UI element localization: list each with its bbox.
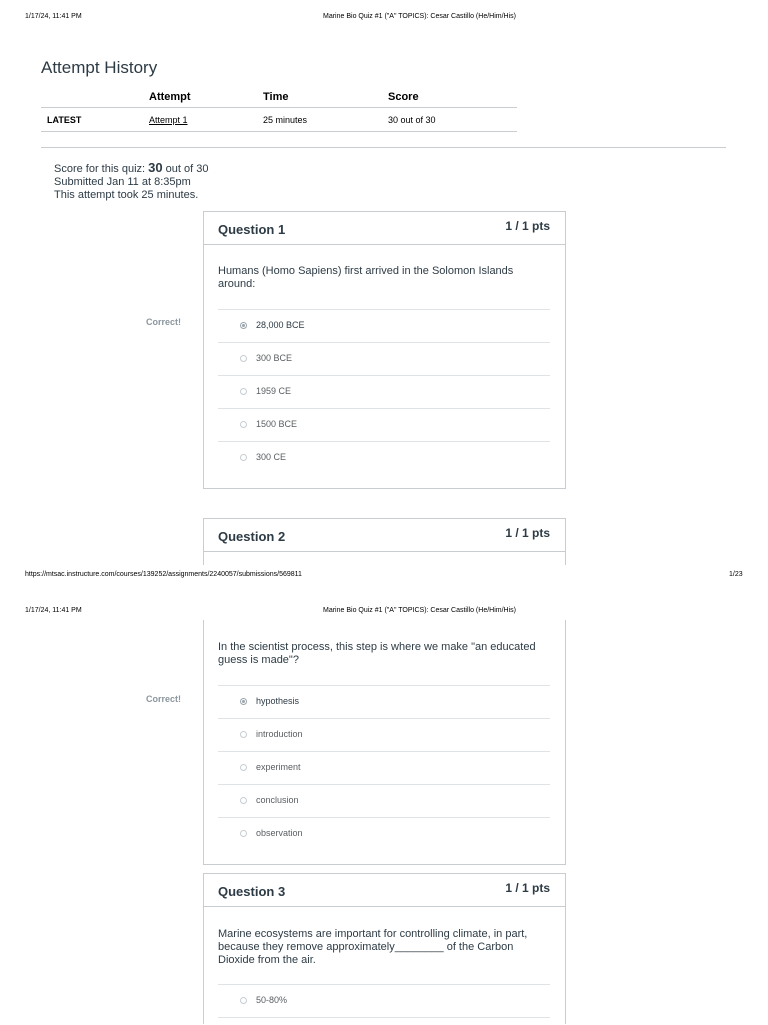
answer-label: 300 CE [256, 452, 287, 462]
question-2-text: In the scientist process, this step is where we make "an educated guess is made"? [218, 641, 536, 666]
answer-label: introduction [256, 729, 303, 739]
radio-selected-icon[interactable] [240, 698, 247, 705]
question-1-header [204, 212, 565, 245]
question-1-points: 1 / 1 pts [505, 219, 550, 233]
q1-correct-label: Correct! [146, 317, 182, 327]
radio-icon[interactable] [240, 355, 247, 362]
q1-answer-3[interactable] [218, 375, 550, 408]
radio-icon[interactable] [240, 388, 247, 395]
answer-label: 50-80% [256, 995, 288, 1005]
attempt-time: 25 minutes [263, 115, 308, 125]
quiz-summary [54, 161, 209, 202]
duration-line: This attempt took 25 minutes. [54, 189, 199, 201]
answer-label: conclusion [256, 795, 299, 805]
question-3-title: Question 3 [218, 884, 286, 899]
q3-answer-1[interactable] [218, 984, 550, 1017]
q2-answer-5[interactable] [218, 817, 550, 850]
attempt-history-title: Attempt History [41, 58, 158, 77]
table-row-divider [41, 131, 517, 132]
q2-answer-2[interactable] [218, 718, 550, 751]
print-header-title: Marine Bio Quiz #1 ("A" TOPICS): Cesar Castillo (He/Him/His) [323, 13, 516, 20]
radio-icon[interactable] [240, 421, 247, 428]
score-suffix: out of 30 [162, 163, 209, 175]
print-header-date-2: 1/17/24, 11:41 PM [25, 607, 82, 614]
radio-icon[interactable] [240, 764, 247, 771]
q1-answer-1[interactable] [218, 309, 550, 342]
section-divider [41, 147, 726, 148]
score-prefix: Score for this quiz: [54, 163, 149, 175]
question-2-card-continued [203, 620, 566, 865]
q2-answer-1[interactable] [218, 685, 550, 718]
answer-label: 28,000 BCE [256, 320, 305, 330]
answer-label: 1959 CE [256, 386, 292, 396]
q2-answer-4[interactable] [218, 784, 550, 817]
print-header-title-2: Marine Bio Quiz #1 ("A" TOPICS): Cesar Castillo (He/Him/His) [323, 607, 516, 614]
column-header-score: Score [388, 91, 419, 103]
question-3-points: 1 / 1 pts [505, 881, 550, 895]
q1-answer-5[interactable] [218, 441, 550, 474]
question-3-card [203, 873, 566, 1024]
answer-label: 1500 BCE [256, 419, 298, 429]
question-1-title: Question 1 [218, 222, 286, 237]
print-footer-page: 1/23 [729, 571, 743, 578]
answer-label: hypothesis [256, 696, 300, 706]
print-header-date: 1/17/24, 11:41 PM [25, 13, 82, 20]
radio-icon[interactable] [240, 797, 247, 804]
score-value: 30 [148, 160, 163, 175]
radio-icon[interactable] [240, 830, 247, 837]
print-footer-url: https://mtsac.instructure.com/courses/139252/assignments/2240057/submissions/569811 [25, 571, 302, 578]
radio-selected-icon[interactable] [240, 322, 247, 329]
answer-label: 300 BCE [256, 353, 293, 363]
q1-answer-4[interactable] [218, 408, 550, 441]
answer-label: observation [256, 828, 303, 838]
attempt-row-label: LATEST [47, 115, 82, 125]
table-header-divider [41, 107, 517, 108]
q1-answer-2[interactable] [218, 342, 550, 375]
column-header-time: Time [263, 91, 289, 103]
question-1-card [203, 211, 566, 489]
radio-icon[interactable] [240, 454, 247, 461]
attempt-1-link[interactable]: Attempt 1 [149, 115, 188, 125]
question-2-header [204, 519, 565, 552]
q2-answer-3[interactable] [218, 751, 550, 784]
question-1-text: Humans (Homo Sapiens) first arrived in the Solomon Islands around: [218, 265, 514, 290]
attempt-score: 30 out of 30 [388, 115, 436, 125]
question-3-header [204, 874, 565, 907]
radio-icon[interactable] [240, 997, 247, 1004]
radio-icon[interactable] [240, 731, 247, 738]
column-header-attempt: Attempt [149, 91, 191, 103]
submitted-line: Submitted Jan 11 at 8:35pm [54, 176, 191, 188]
answer-label: experiment [256, 762, 301, 772]
q2-correct-label: Correct! [146, 694, 182, 704]
question-2-title: Question 2 [218, 529, 286, 544]
score-line [54, 161, 209, 176]
question-2-points: 1 / 1 pts [505, 526, 550, 540]
question-2-card [203, 518, 566, 565]
question-3-text: Marine ecosystems are important for controlling climate, in part, because they remove approximately________ of the Carbon Dioxide from the air. [218, 928, 528, 966]
